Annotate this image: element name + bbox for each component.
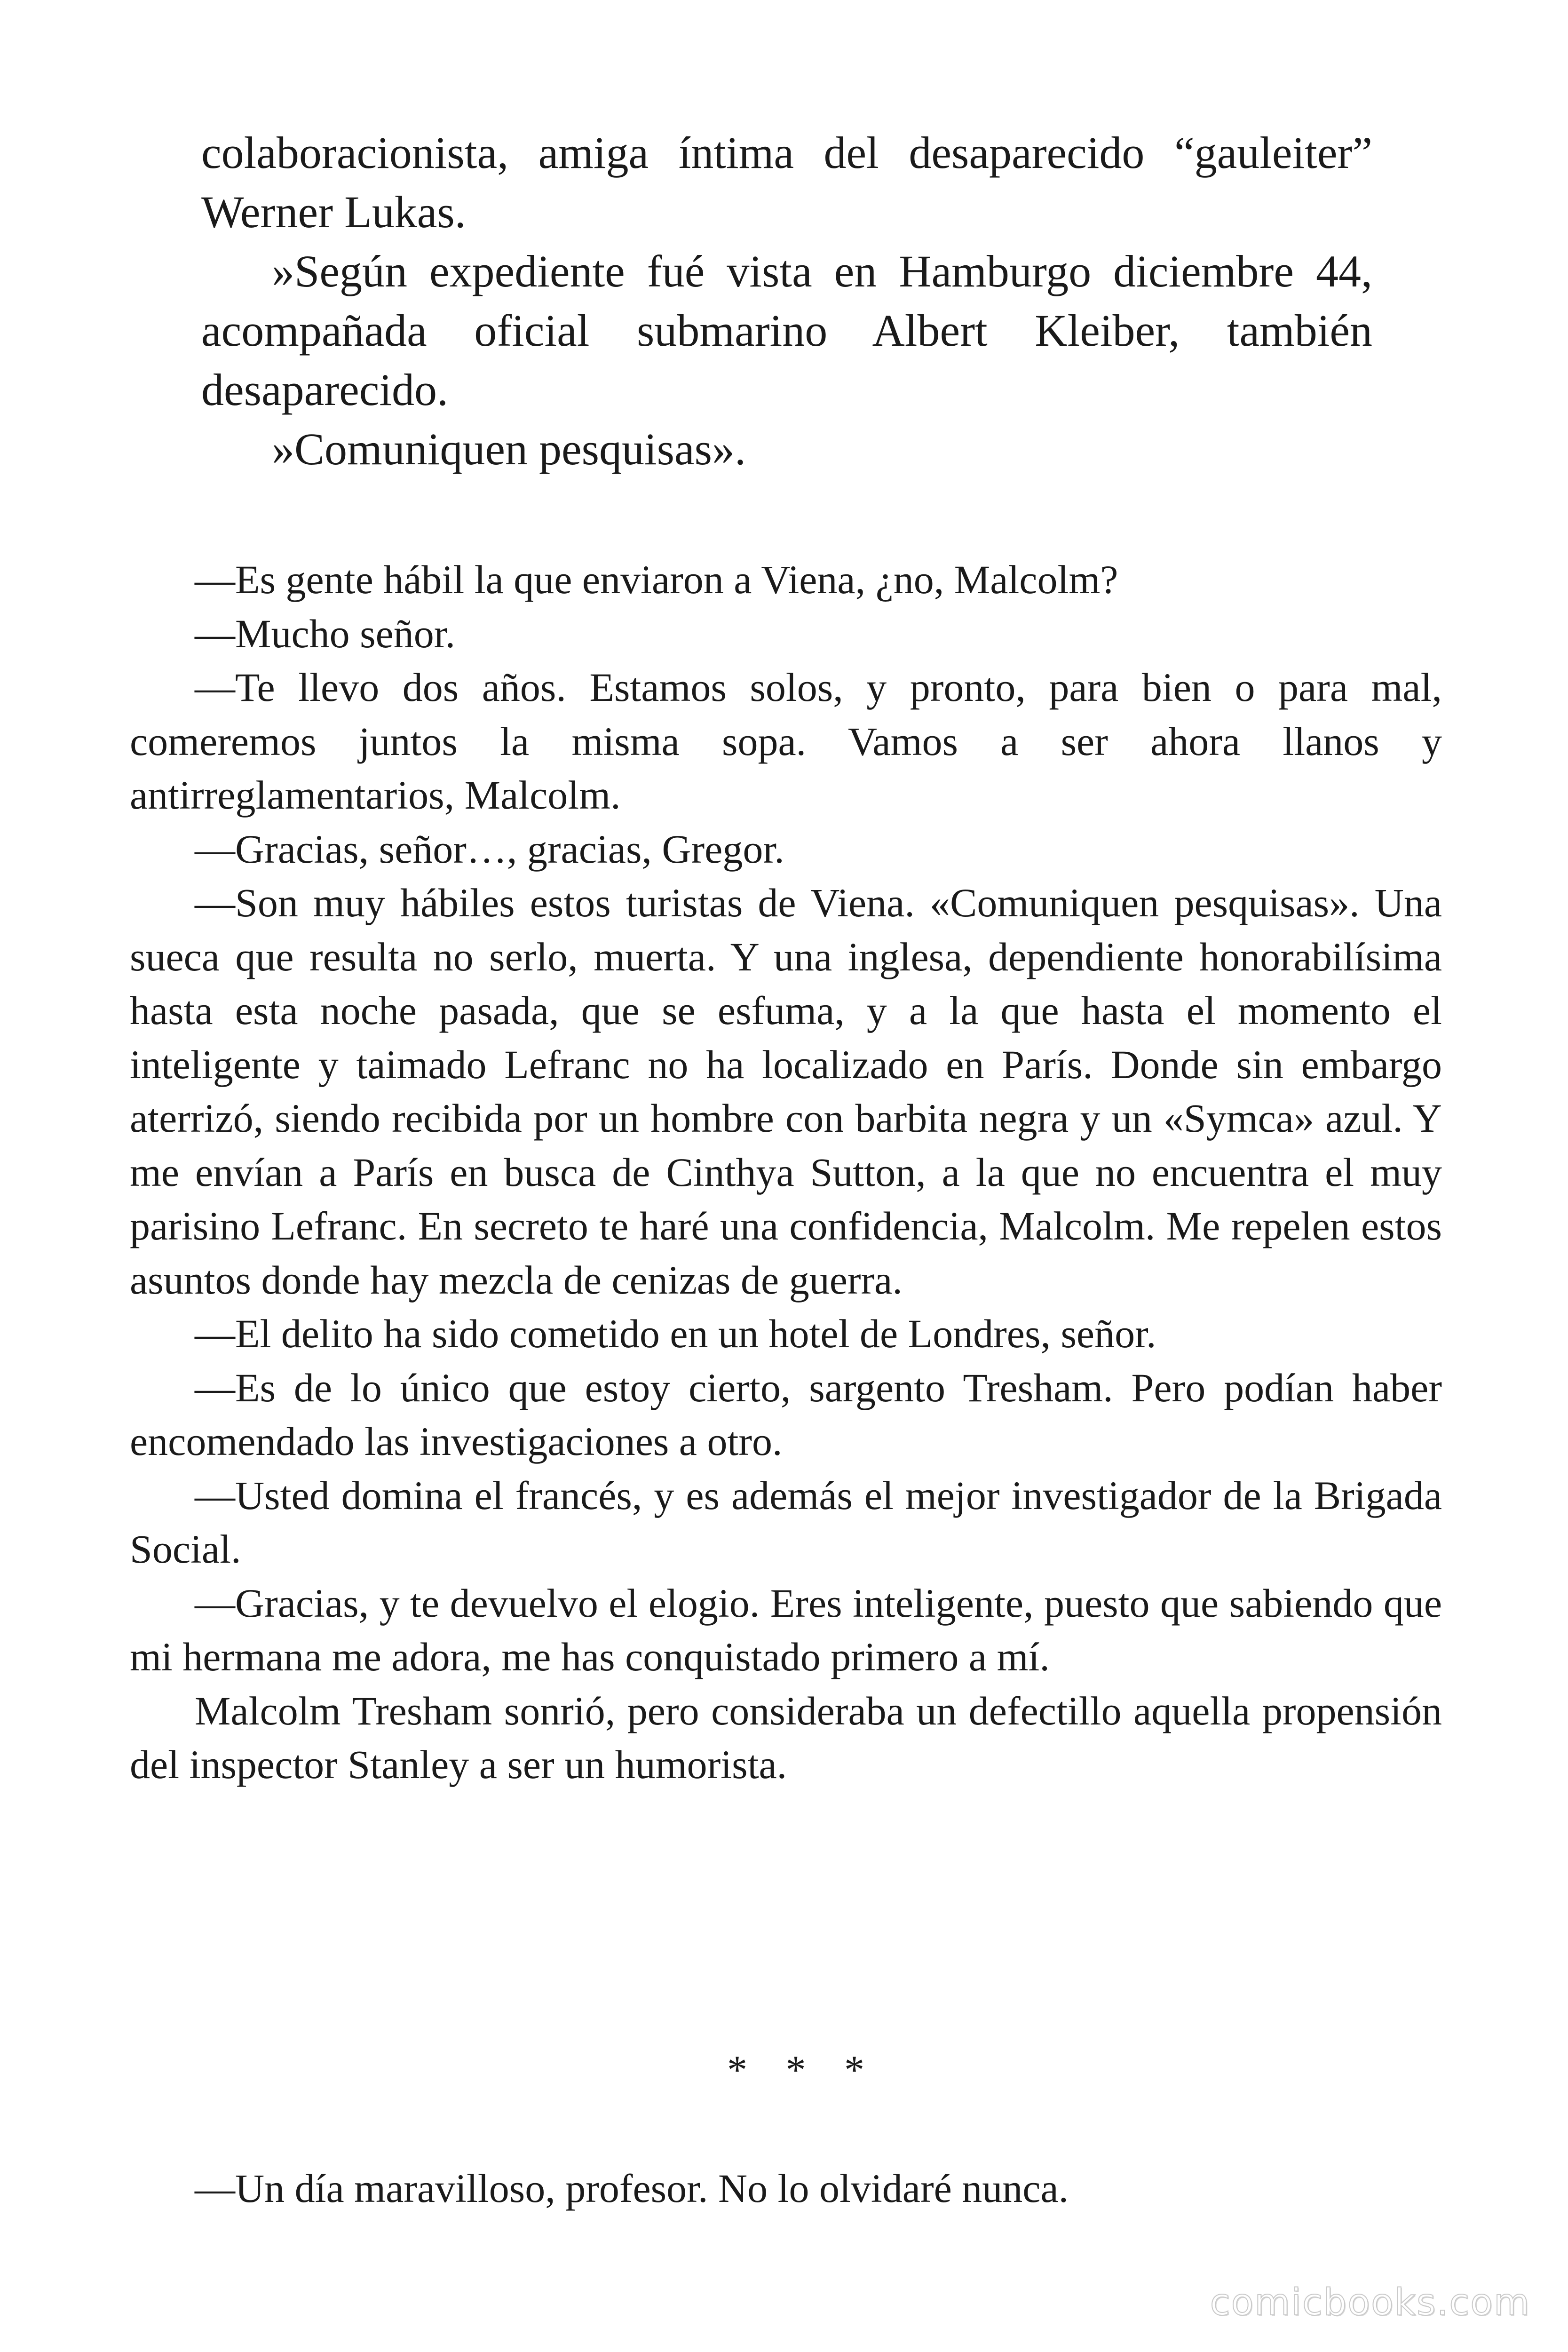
paragraph: Malcolm Tresham sonrió, pero consideraba un defectillo aquella propensión del inspector Stanley a ser un humorista. xyxy=(130,1688,1442,1787)
closing-section xyxy=(130,2161,1442,2216)
paragraph: —El delito ha sido cometido en un hotel de Londres, señor. xyxy=(195,1311,1156,1356)
dialogue-body xyxy=(130,553,1442,1792)
paragraph: —Mucho señor. xyxy=(195,611,456,656)
paragraph: —Es gente hábil la que enviaron a Viena, ¿no, Malcolm? xyxy=(195,557,1118,602)
paragraph: —Un día maravilloso, profesor. No lo olvidaré nunca. xyxy=(195,2166,1069,2211)
telegram-quote xyxy=(201,123,1372,479)
paragraph: —Gracias, y te devuelvo el elogio. Eres inteligente, puesto que sabiendo que mi hermana me adora, me has conquistado primero a mí. xyxy=(130,1580,1442,1679)
watermark: comicbooks.com xyxy=(1210,2281,1530,2324)
paragraph: —Usted domina el francés, y es además el mejor investigador de la Brigada Social. xyxy=(130,1472,1442,1572)
telegram-line: »Según expediente fué vista en Hamburgo diciembre 44, acompañada oficial submarino Albert Kleiber, también desaparecido. xyxy=(201,246,1372,415)
paragraph: —Es de lo único que estoy cierto, sargento Tresham. Pero podían haber encomendado las investigaciones a otro. xyxy=(130,1365,1442,1464)
telegram-line: »Comuniquen pesquisas». xyxy=(272,424,746,474)
paragraph: —Son muy hábiles estos turistas de Viena. «Comuniquen pesquisas». Una sueca que resulta no serlo, muerta. Y una inglesa, dependiente honorabilísima hasta esta noche pasada, que se esfuma, y a la que hasta el momento el inteligente y taimado Lefranc no ha localizado en París. Donde sin embargo aterrizó, siendo recibida por un hombre con barbita negra y un «Symca» azul. Y me envían a París en busca de Cinthya Sutton, a la que no encuentra el muy parisino Lefranc. En secreto te haré una confidencia, Malcolm. Me repelen estos asuntos donde hay mezcla de cenizas de guerra. xyxy=(130,880,1442,1303)
telegram-line: colaboracionista, amiga íntima del desaparecido “gauleiter” Werner Lukas. xyxy=(201,127,1372,237)
paragraph: —Te llevo dos años. Estamos solos, y pronto, para bien o para mal, comeremos juntos la misma sopa. Vamos a ser ahora llanos y antirreglamentarios, Malcolm. xyxy=(130,665,1442,818)
section-separator: * * * xyxy=(727,2047,879,2092)
paragraph: —Gracias, señor…, gracias, Gregor. xyxy=(195,826,784,872)
